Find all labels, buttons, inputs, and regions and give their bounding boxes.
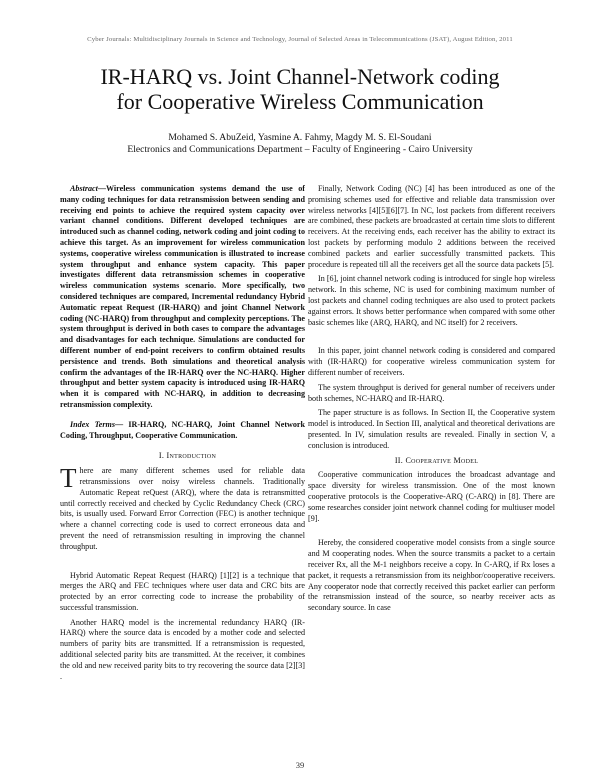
paper-title	[30, 64, 570, 114]
throughput-paragraph: The system throughput is derived for general number of receivers under both schemes, NC-HARQ and IR-HARQ.	[308, 382, 555, 403]
joint-coding-paragraph: In [6], joint channel network coding is introduced for single hop wireless network. In this scheme, NC is used for combining maximum number of lost packets and channel coding techniques are also used to protect packets against errors. It shows better performance when compared with some other basic schemes like (ARQ, HARQ, and NC itself) for 2 receivers.	[308, 274, 555, 327]
drop-cap: T	[60, 463, 77, 494]
section-heading-introduction: I. Introduction	[158, 451, 217, 461]
author-block	[30, 132, 570, 156]
index-terms	[60, 420, 305, 442]
page-number: 39	[295, 760, 305, 770]
section-heading-cooperative-model: II. Cooperative Model	[394, 455, 479, 465]
cooperative-paragraph-2: Hereby, the considered cooperative model consists from a single source and M cooperating nodes. When the source transmits a packet to a certain receiver Rx, all the M-1 neighbors receive a copy. In C-ARQ, if Rx loses a packet, it requests a retransmission from its neighbor/cooperative receivers. Any cooperator node that correctly received this packet earlier can perform the retransmission instead of the source, so nearby receiver acts as secondary source. In case	[308, 538, 555, 613]
intro-paragraph-2: Hybrid Automatic Repeat Request (HARQ) [1][2] is a technique that merges the ARQ and FEC techniques where user data and CRC bits are protected by an error correcting code to increase the probability of successful transmission.	[60, 570, 305, 612]
network-coding-paragraph: Finally, Network Coding (NC) [4] has been introduced as one of the promising schemes used for effective and reliable data transmission over wireless networks [4][5][6][7]. In NC, lost packets from different receivers are combined, these packets are broadcasted at certain time slots to different receivers. At the receiving ends, each receiver has the ability to extract its lost packets by performing modulo 2 additions between the received combined packets and earlier successfully transmitted packets. This procedure is repeated till all the receivers get all the source data packets [5].	[308, 184, 555, 269]
abstract-text: —Wireless communication systems demand the use of many coding techniques for data retransmission between sending and receiving end points to achieve the required system capacity over variant channel conditions. Different developed techniques are introduced such as channel coding, network coding and joint coding to achieve this target. As an improvement for wireless communication systems, cooperative wireless communication is illustrated to increase system throughput and enhance system capacity. This paper investigates different data retransmission schemes in cooperative wireless communication systems scenario. More specifically, two considered techniques are compared, Incremental redundancy Hybrid Automatic repeat Request (IR-HARQ) and joint Channel Network coding (NC-HARQ) from throughput and complexity perceptions. The system throughput is derived in both cases to compare the advantages and disadvantages for each technique. Simulations are conducted for different number of end-point receivers to confirm obtained results persistence and trends. Both simulations and theoretical analysis confirm the advantages of the IR-HARQ over the NC-HARQ. Higher throughput and better system capacity is introduced using IR-HARQ when it is compared with NC-HARQ, in addition to decreasing retransmission complexity.	[60, 184, 305, 409]
running-header: Cyber Journals: Multidisciplinary Journals in Science and Technology, Journal of Selected Areas in Telecommunications (JSAT), August Edition, 2011	[87, 36, 513, 43]
intro-paragraph-1	[60, 463, 305, 552]
structure-paragraph: The paper structure is as follows. In Section II, the Cooperative system model is introduced. In Section III, analytical and theoretical derivations are presented. In IV, simulation results are revealed. Finally in section V, a conclusion is introduced.	[308, 408, 555, 450]
left-column	[60, 184, 305, 686]
index-terms-text: — IR-HARQ, NC-HARQ, Joint Channel Network Coding, Throughput, Cooperative Communication.	[60, 419, 306, 440]
intro-paragraph-1-text: here are many different schemes used for reliable data retransmissions over noisy wireless channels. Traditionally Automatic Repeat reQuest (ARQ), where the data is retransmitted until correctly received and checked by Cyclic Redundancy Check (CRC) bits, is usually used. Forward Error Correction (FEC) is another technique where a channel correcting code is used to correct erroneous data and prevent the need of retransmission resulting in improving the channel throughput.	[60, 466, 305, 551]
abstract	[60, 184, 305, 411]
right-column	[308, 184, 555, 618]
contribution-paragraph: In this paper, joint channel network coding is considered and compared with (IR-HARQ) for cooperative wireless communication system for different number of receivers.	[308, 346, 555, 377]
title-line-2: for Cooperative Wireless Communication	[116, 89, 484, 114]
title-line-1: IR-HARQ vs. Joint Channel-Network coding	[100, 64, 500, 89]
cooperative-paragraph-1: Cooperative communication introduces the broadcast advantage and space diversity for wireless transmission. One of the most known cooperative protocols is the Cooperative-ARQ (C-ARQ) in [8]. There are some researches consider joint network channel coding for multiuser model [9].	[308, 470, 555, 523]
author-affiliation: Electronics and Communications Department – Faculty of Engineering - Cairo University	[127, 144, 473, 155]
intro-paragraph-3: Another HARQ model is the incremental redundancy HARQ (IR-HARQ) where the source data is encoded by a mother code and selected numbers of parity bits are transmitted. If a retransmission is requested, additional selected parity bits are transmitted. At the receiver, it combines the old and new received parity bits to try recovering the source data [2][3] .	[60, 617, 305, 681]
abstract-label: Abstract	[70, 184, 98, 193]
author-names: Mohamed S. AbuZeid, Yasmine A. Fahmy, Magdy M. S. El-Soudani	[168, 132, 432, 143]
index-terms-label: Index Terms	[70, 419, 115, 429]
